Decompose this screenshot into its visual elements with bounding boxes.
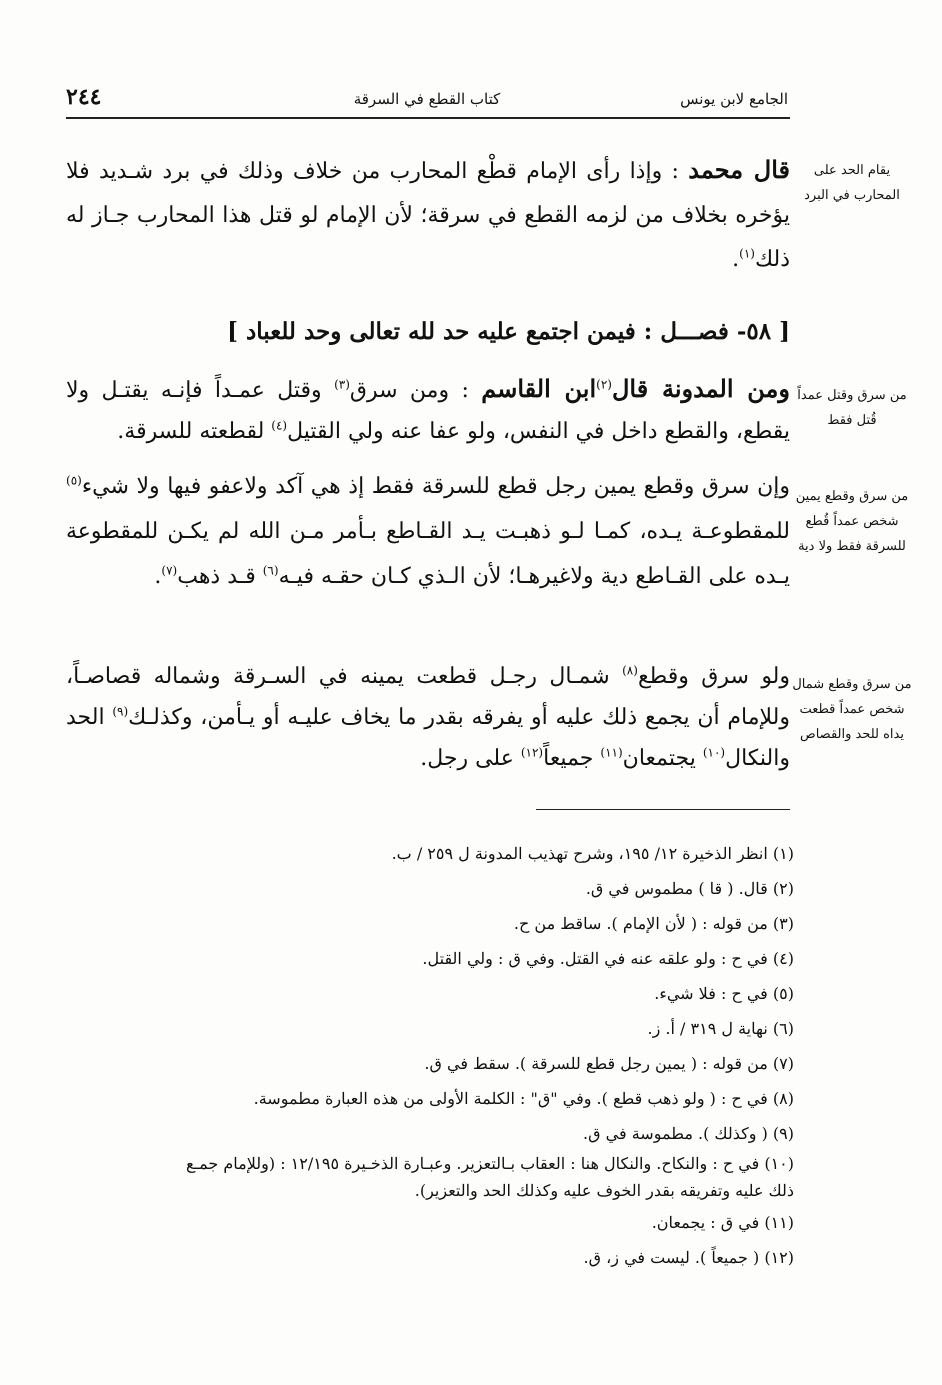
footnote-item: (٣) من قوله : ( لأن الإمام ). ساقط من ح. bbox=[513, 914, 794, 933]
footnote-ref-10: (١٠) bbox=[702, 745, 726, 760]
paragraph-2-text-a: : ومن سرق bbox=[349, 378, 469, 403]
footnote-item: (٢) قال. ( قا ) مطموس في ق. bbox=[585, 879, 794, 898]
paragraph-2-text-c: لقطعته للسرقة. bbox=[117, 419, 265, 444]
paragraph-4-text-d: يجتمعان bbox=[622, 746, 696, 771]
margin-note-4: من سرق وقطع شمال شخص عمداً قطعت يداه للحد والقصاص bbox=[792, 677, 912, 742]
paragraph-3-text-b: للمقطوعـة يـده، كمـا لـو ذهبـت يـد القـاطع بـأمر مـن الله لم يكـن للمقطوعة يـده على القـاطع دية ولاغيرهـا؛ لأن الـذي كـان حقـه فيـه bbox=[66, 519, 790, 589]
footnote-ref-4: (٤) bbox=[271, 418, 288, 433]
margin-note-2: من سرق وقتل عمداً قُتل فقط bbox=[797, 388, 907, 428]
footnote-item: (١) انظر الذخيرة ١٢/ ١٩٥، وشرح تهذيب المدونة ل ٢٥٩ / ب. bbox=[391, 844, 794, 863]
paragraph-4-text-b: شمـال رجـل قطعت يمينه في السـرقة وشماله قصاصـاً، وللإمام أن يجمع ذلك عليه أو يفرقه بقدر ما يخاف عليـه أو يـأمن، وكذلـك bbox=[66, 664, 790, 730]
chapter-title: كتاب القطع في السرقة bbox=[353, 90, 501, 108]
paragraph-4-text-f: على رجل. bbox=[420, 746, 514, 771]
footnote-ref-2: (٢) bbox=[596, 377, 612, 392]
paragraph-3-text-c: قـد ذهب bbox=[177, 564, 256, 589]
paragraph-4-text-c: الحد والنكال bbox=[66, 705, 790, 771]
paragraph-1-text: : وإذا رأى الإمام قطْع المحارب من خلاف وذلك في برد شـديد فلا يؤخره بخلاف من لزمه القطع في سرقة؛ لأن الإمام لو قتل هذا المحارب جـاز له ذلك bbox=[66, 159, 790, 272]
footnote-item: (١٢) ( جميعاً ). ليست في ز، ق. bbox=[583, 1248, 794, 1267]
footnote-ref-1: (١) bbox=[739, 246, 755, 261]
header-rule bbox=[66, 117, 790, 119]
paragraph-1: قال محمد : وإذا رأى الإمام قطْع المحارب من خلاف وذلك في برد شـديد فلا يؤخره بخلاف من لزمه القطع في سرقة؛ لأن الإمام لو قتل هذا المحارب جـاز له ذلك$^{(١)}$. bbox=[66, 155, 790, 272]
footnote-item: (٤) في ح : ولو علقه عنه في القتل. وفي ق : ولي القتل. bbox=[422, 949, 794, 968]
footnote-separator bbox=[536, 809, 790, 810]
footnote-ref-9: (٩) bbox=[112, 704, 129, 719]
paragraph-4 bbox=[66, 656, 790, 779]
footnote-item: (٦) نهاية ل ٣١٩ / أ. ز. bbox=[647, 1019, 794, 1038]
footnote-ref-12: (١٢) bbox=[520, 745, 544, 760]
footnote-ref-5: (٥) bbox=[66, 473, 82, 488]
footnote-ref-7: (٧) bbox=[161, 563, 178, 578]
paragraph-2-text-b: وقتل عمـداً فإنـه يقتـل ولا يقطع، والقطع داخل في النفس، ولو عفا عنه ولي القتيل bbox=[66, 378, 790, 444]
footnote-item-continuation: ذلك عليه وتفريقه بقدر الخوف عليه وكذلك الحد والتعزير). bbox=[414, 1181, 794, 1200]
paragraph-3-text-a: وإن سرق وقطع يمين رجل قطع للسرقة فقط إذ هي آكد ولاعفو فيها ولا شيء bbox=[81, 474, 790, 499]
footnote-item: (٩) ( وكذلك ). مطموسة في ق. bbox=[583, 1124, 794, 1143]
footnote-item: (٨) في ح : ( ولو ذهب قطع ). وفي "ق" : الكلمة الأولى من هذه العبارة مطموسة. bbox=[253, 1089, 794, 1108]
paragraph-2-lead: ومن المدونة قال bbox=[611, 374, 790, 403]
margin-note-3: من سرق وقطع يمين شخص عمداً قُطع للسرقة فقط ولا دية bbox=[795, 489, 909, 554]
footnote-item: (١٠) في ح : والنكاح. والنكال هنا : العقاب بـالتعزير. وعبـارة الذخـيرة ١٢/١٩٥ : (وللإمام جمـع bbox=[185, 1154, 794, 1173]
footnotes-list bbox=[72, 836, 794, 1275]
margin-note-1: يقام الحد على المحارب في البرد bbox=[804, 163, 900, 203]
paragraph-3: وإن سرق وقطع يمين رجل قطع للسرقة فقط إذ هي آكد ولاعفو فيها ولا شيء$^{(٥)}$ للمقطوعـة يـده، كمـا لـو ذهبـت يـد القـاطع بـأمر مـن الله لم يكـن للمقطوعة يـده على القـاطع دية ولاغيرهـا؛ لأن الـذي كـان حقـه فيـه$^{(٦)}$ قـد ذهب$^{(٧)}$. bbox=[66, 473, 790, 589]
paragraph-2 bbox=[66, 368, 790, 452]
footnote-item: (٥) في ح : فلا شيء. bbox=[654, 984, 794, 1003]
footnote-item: (١١) في ق : يجمعان. bbox=[651, 1213, 794, 1232]
section-title: [ ٥٨- فصـــل : فيمن اجتمع عليه حد لله تعالى وحد للعباد ] bbox=[227, 318, 790, 345]
footnote-ref-6: (٦) bbox=[262, 563, 279, 578]
paragraph-1-lead: قال محمد bbox=[688, 155, 790, 184]
book-title: الجامع لابن يونس bbox=[680, 90, 788, 108]
footnote-item: (٧) من قوله : ( يمين رجل قطع للسرقة ). سقط في ق. bbox=[424, 1054, 794, 1073]
footnote-ref-3: (٣) bbox=[334, 377, 350, 392]
paragraph-2-lead-name: ابن القاسم bbox=[481, 374, 597, 403]
paragraph-4-text-a: ولو سرق وقطع bbox=[637, 664, 791, 689]
running-header bbox=[66, 84, 788, 114]
footnote-ref-11: (١١) bbox=[600, 745, 623, 760]
paragraph-4-text-e: جميعاً bbox=[543, 746, 594, 771]
footnote-ref-8: (٨) bbox=[622, 663, 638, 678]
page-number: ٢٤٤ bbox=[66, 84, 102, 110]
